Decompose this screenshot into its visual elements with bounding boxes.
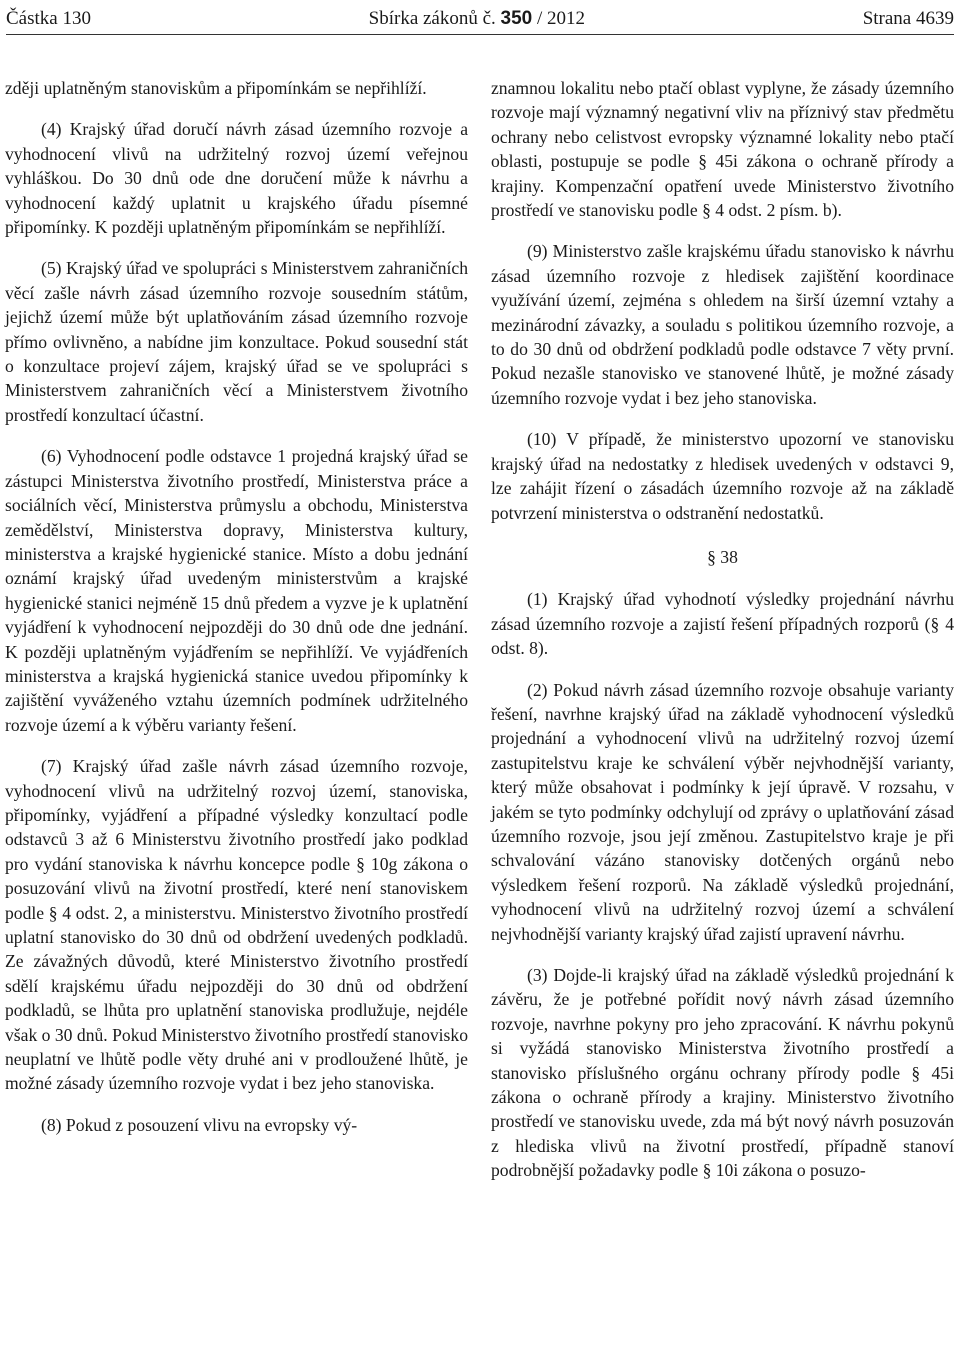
right-column [491, 76, 954, 1200]
issue-number: Částka 130 [6, 8, 91, 29]
paragraph-9: (9) Ministerstvo zašle krajskému úřadu stanovisko k návrhu zásad územního rozvoje z hledisek zajištění koordinace využívání území, zejména s ohledem na širší územní vztahy a mezinárodní závazky, a souladu s politikou územního rozvoje, a to do 30 dnů od obdržení podkladů podle odstavce 7 věty první. Pokud nezašle stanovisko ve stanovené lhůtě, je možné zásady územního rozvoje vydat i bez jeho stanoviska. [491, 241, 954, 408]
collection-title [369, 8, 585, 30]
section-heading: § 38 [707, 546, 738, 567]
law-number: 350 [500, 8, 533, 29]
section-38-paragraph-2: (2) Pokud návrh zásad územního rozvoje obsahuje varianty řešení, navrhne krajský úřad na základě vyhodnocení výsledků projednání a vyhodnocení vlivů na udržitelný rozvoj území zastupitelstvu kraje ke schválení výběr nejvhodnější varianty, který může obsahovat i podmínky k její úpravě. V rozsahu, v jakém se tyto podmínky odchylují od zprávy o uplatňování zásad územního rozvoje, jsou její změnou. Zastupitelstvo kraje je při schvalování vázáno stanovisky dotčených orgánů nebo výsledkem řešení rozporů. Na základě výsledků projednání, vyhodnocení vlivů na udržitelný rozvoj území a schválení nejvhodnější varianty krajský úřad zajistí upravení návrhu. [491, 679, 954, 944]
law-year: / 2012 [532, 8, 586, 29]
paragraph-7: (7) Krajský úřad zašle návrh zásad územního rozvoje, vyhodnocení vlivů na udržitelný rozvoj území, stanoviska, připomínky, vyjádření a případné výsledky konzultací podle odstavců 3 až 6 Ministerstvu životního prostředí jako podklad pro vydání stanoviska k návrhu koncepce podle § 10g zákona o posuzování vlivů na životní prostředí, které není stanoviskem podle § 4 odst. 2, a ministerstvu. Ministerstvo životního prostředí uplatní stanovisko do 30 dnů od obdržení uvedených podkladů. Ze závažných důvodů, které Ministerstvo životního prostředí sdělí krajskému úřadu nejpozději do 30 dnů od obdržení podkladů, se lhůta pro uplatnění stanoviska prodlužuje, nejdéle však o 30 dnů. Pokud Ministerstvo životního prostředí stanovisko neuplatní ve lhůtě podle věty druhé ani v prodloužené lhůtě, je možné zásady územního rozvoje vydat i bez jeho stanoviska. [5, 756, 468, 1094]
collection-name: Sbírka zákonů č. [368, 8, 496, 29]
section-38-paragraph-1: (1) Krajský úřad vyhodnotí výsledky projednání návrhu zásad územního rozvoje a zajistí řešení případných rozporů (§ 4 odst. 8). [491, 589, 954, 659]
paragraph-8: (8) Pokud z posouzení vlivu na evropsky vý- [41, 1114, 358, 1135]
paragraph-5: (5) Krajský úřad ve spolupráci s Ministerstvem zahraničních věcí zašle návrh zásad územního rozvoje sousedním státům, jejichž území může být uplatňováním zásad územního rozvoje přímo ovlivněno, a nabídne jim konzultace. Pokud sousední stát o konzultace projeví zájem, krajský úřad se ve spolupráci s Ministerstvem zahraničních věcí a Ministerstvem životního prostředí konzultací účastní. [5, 258, 468, 425]
paragraph-10: (10) V případě, že ministerstvo upozorní ve stanovisku krajský úřad na nedostatky z hledisek uvedených v odstavci 9, lze zahájit řízení o zásadách územního rozvoje až na základě potvrzení ministerstva o odstranění nedostatků. [491, 429, 954, 523]
page-number: Strana 4639 [862, 8, 954, 29]
left-column [5, 76, 468, 1200]
paragraph-6: (6) Vyhodnocení podle odstavce 1 projedná krajský úřad se zástupci Ministerstva životního prostředí, Ministerstva práce a sociálních věcí, Ministerstva průmyslu a obchodu, Ministerstva zemědělství, Ministerstva dopravy, Ministerstva kultury, ministerstva a krajské hygienické stanice. Místo a dobu jednání oznámí krajský úřad uvedeným ministerstvům a krajské hygienické stanici nejméně 15 dnů předem a vyzve je k uplatnění vyjádření k vyhodnocení nejpozději do 30 dnů ode dne jednání. K později uplatněným vyjádřením se nepřihlíží. Ve vyjádřeních ministerstva a krajská hygienická stanice uvedou připomínky k zajištění vyváženého vztahu územních podmínek udržitelného rozvoje území a k výběru varianty řešení. [5, 446, 468, 735]
paragraph-4: (4) Krajský úřad doručí návrh zásad územního rozvoje a vyhodnocení vlivů na udržitelný rozvoj území veřejnou vyhláškou. Do 30 dnů ode dne doručení může k návrhu a vyhodnocení každý uplatnit u krajského úřadu písemné připomínky. K později uplatněným připomínkám se nepřihlíží. [5, 119, 468, 238]
page-header [6, 4, 954, 35]
text-columns [5, 76, 954, 1200]
section-38-paragraph-3: (3) Dojde-li krajský úřad na základě výsledků projednání k závěru, že je potřebné pořídit nový návrh zásad územního rozvoje, navrhne pokyny pro jeho zpracování. K návrhu pokynů si vyžádá stanovisko Ministerstva životního prostředí a stanovisko příslušného orgánu ochrany přírody podle § 45i zákona o ochraně přírody a krajiny. Ministerstvo životního prostředí ve stanovisku uvede, zda má být nový návrh posuzován z hlediska vlivů na životní prostředí, případně stanoví podrobnější požadavky podle § 10i zákona o posuzo- [491, 965, 954, 1181]
paragraph-8-continuation: znamnou lokalitu nebo ptačí oblast vyplyne, že zásady územního rozvoje mají významný negativní vliv na příznivý stav předmětu ochrany nebo celistvost evropsky významné lokality nebo ptačí oblasti, postupuje se podle § 45i zákona o ochraně přírody a krajiny. Kompenzační opatření uvede Ministerstvo životního prostředí ve stanovisku podle § 4 odst. 2 písm. b). [491, 78, 954, 221]
paragraph-continuation: zději uplatněným stanoviskům a připomínkám se nepřihlíží. [5, 78, 427, 98]
